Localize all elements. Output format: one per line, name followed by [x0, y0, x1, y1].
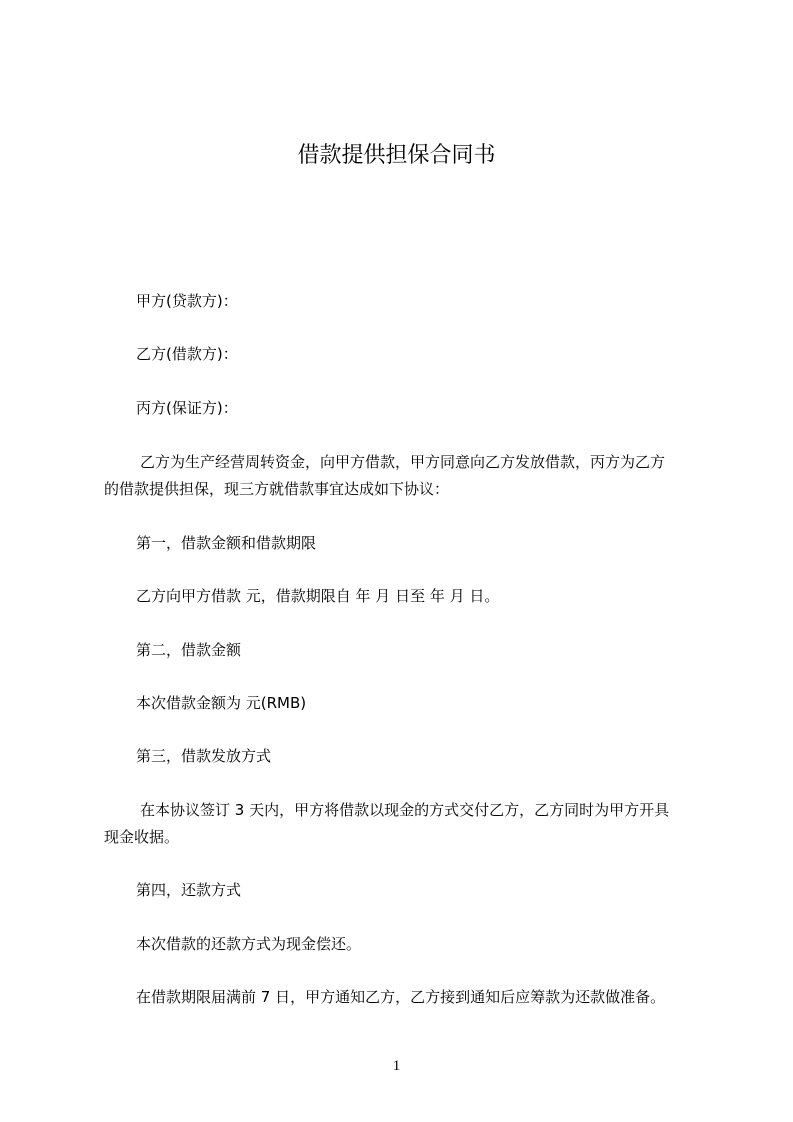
section-1-content: 乙方向甲方借款 元，借款期限自 年 月 日至 年 月 日。 — [136, 587, 500, 605]
section-3-content-line-2: 现金收据。 — [104, 828, 180, 846]
party-b-line: 乙方(借款方)： — [136, 345, 238, 363]
section-4-content-line-2: 在借款期限届满前 7 日，甲方通知乙方，乙方接到通知后应筹款为还款做准备。 — [136, 988, 666, 1006]
intro-paragraph-line-1: 乙方为生产经营周转资金，向甲方借款，甲方同意向乙方发放借款，丙方为乙方 — [140, 453, 666, 471]
section-2-content: 本次借款金额为 元(RMB) — [136, 694, 307, 712]
section-3-content-line-1: 在本协议签订 3 天内，甲方将借款以现金的方式交付乙方，乙方同时为甲方开具 — [140, 801, 670, 819]
section-1-heading: 第一，借款金额和借款期限 — [136, 534, 317, 552]
page-number: 1 — [392, 1058, 401, 1074]
party-c-line: 丙方(保证方)： — [136, 399, 238, 417]
section-4-content-line-1: 本次借款的还款方式为现金偿还。 — [136, 935, 362, 953]
section-3-heading: 第三，借款发放方式 — [136, 747, 272, 765]
section-2-heading: 第二，借款金额 — [136, 641, 242, 659]
section-4-heading: 第四，还款方式 — [136, 881, 242, 899]
intro-paragraph-line-2: 的借款提供担保，现三方就借款事宜达成如下协议： — [104, 480, 450, 498]
party-a-line: 甲方(贷款方)： — [136, 292, 238, 310]
document-title: 借款提供担保合同书 — [297, 143, 496, 168]
